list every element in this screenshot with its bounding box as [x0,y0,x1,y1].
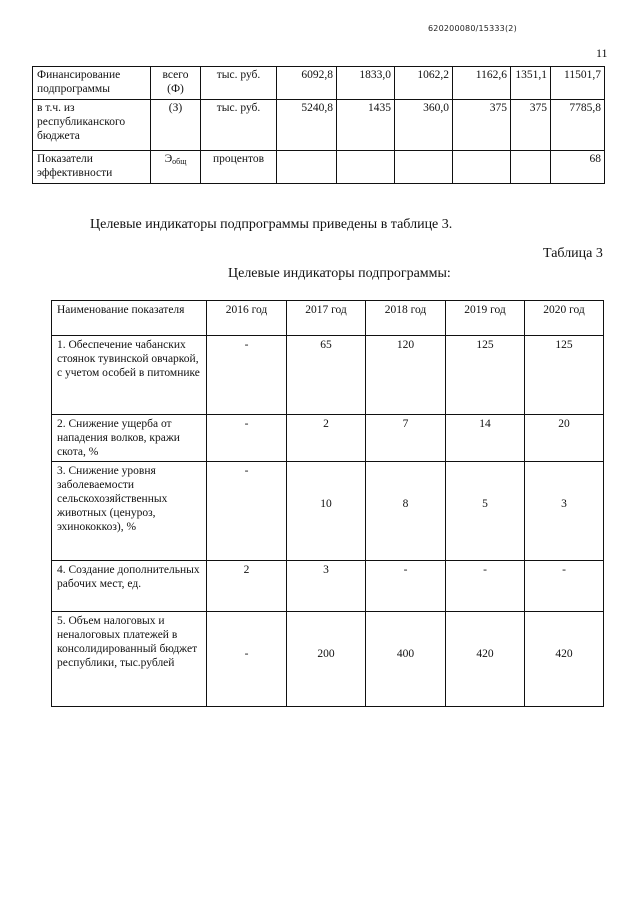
value-text: 200 [317,648,335,660]
table-row [33,100,605,151]
value-text: 420 [555,648,573,660]
indicator-name: 5. Объем налоговых и неналоговых платежей в консолидированный бюджет республики, тыс.рублей [52,612,207,707]
row-name: Показатели эффективности [33,151,151,184]
row-name: Финансирование подпрограммы [33,67,151,100]
value-cell: - [366,561,446,612]
value-cell: 1162,6 [453,67,511,100]
value-text: 3 [561,498,567,510]
value-cell: 11501,7 [551,67,605,100]
value-text: - [244,648,249,660]
value-cell: 360,0 [395,100,453,151]
value-cell: 7 [366,415,446,462]
value-cell: 375 [453,100,511,151]
value-cell: 120 [366,336,446,415]
row-unit: тыс. руб. [201,100,277,151]
value-cell [395,151,453,184]
value-cell: 1435 [337,100,395,151]
value-cell: 2 [287,415,366,462]
header-cell: 2016 год [207,301,287,336]
row-unit: тыс. руб. [201,67,277,100]
table-title: Целевые индикаторы подпрограммы: [228,266,451,281]
header-cell: 2019 год [446,301,525,336]
value-cell: 20 [525,415,604,462]
table-row [52,462,604,561]
value-cell: 1833,0 [337,67,395,100]
header-cell: 2020 год [525,301,604,336]
value-cell: - [446,561,525,612]
value-cell: 6092,8 [277,67,337,100]
value-text: 8 [402,498,409,510]
row-symbol: (З) [151,100,201,151]
value-cell [511,151,551,184]
value-cell [287,462,366,561]
value-cell [207,612,287,707]
row-symbol [151,151,201,184]
document-id: 620200080/15333(2) [428,24,517,33]
header-cell: 2017 год [287,301,366,336]
value-cell: 1351,1 [511,67,551,100]
indicator-name: 3. Снижение уровня заболеваемости сельскохозяйственных животных (ценуроз, эхинококкоз), % [52,462,207,561]
value-cell: 5240,8 [277,100,337,151]
value-cell: 125 [525,336,604,415]
value-cell [453,151,511,184]
row-name: в т.ч. из республиканского бюджета [33,100,151,151]
value-text: 10 [320,498,332,510]
value-cell: 3 [287,561,366,612]
table-row [52,415,604,462]
value-cell: 2 [207,561,287,612]
value-cell: 125 [446,336,525,415]
value-cell: - [525,561,604,612]
table-row [33,151,605,184]
value-cell [525,462,604,561]
table-row [52,612,604,707]
value-cell: - [207,336,287,415]
value-cell [446,612,525,707]
row-symbol: всего (Ф) [151,67,201,100]
value-cell: 375 [511,100,551,151]
value-cell [337,151,395,184]
intro-paragraph: Целевые индикаторы подпрограммы приведены в таблице 3. [90,217,453,232]
value-cell [525,612,604,707]
value-cell [287,612,366,707]
symbol-main: Э [164,153,173,165]
value-cell [277,151,337,184]
value-cell: 7785,8 [551,100,605,151]
value-cell [366,462,446,561]
table-row [52,336,604,415]
symbol-subscript: общ [172,157,187,166]
value-cell: 14 [446,415,525,462]
financing-table [32,66,605,184]
table-row [52,561,604,612]
header-cell: Наименование показателя [52,301,207,336]
value-cell: - [207,415,287,462]
indicators-table [51,300,604,707]
table-row [33,67,605,100]
value-text: 420 [476,648,494,660]
value-cell: 1062,2 [395,67,453,100]
value-cell: 65 [287,336,366,415]
table-header-row [52,301,604,336]
table-label: Таблица 3 [543,246,603,261]
header-cell: 2018 год [366,301,446,336]
indicator-name: 2. Снижение ущерба от нападения волков, кражи скота, % [52,415,207,462]
page-number: 11 [596,46,608,60]
value-cell [366,612,446,707]
value-text: 400 [396,648,415,660]
indicator-name: 1. Обеспечение чабанских стоянок тувинской овчаркой, с учетом особей в питомнике [52,336,207,415]
value-text: 5 [482,498,488,510]
row-unit: процентов [201,151,277,184]
value-cell [446,462,525,561]
value-cell: - [207,462,287,561]
indicator-name: 4. Создание дополнительных рабочих мест, ед. [52,561,207,612]
value-cell: 68 [551,151,605,184]
